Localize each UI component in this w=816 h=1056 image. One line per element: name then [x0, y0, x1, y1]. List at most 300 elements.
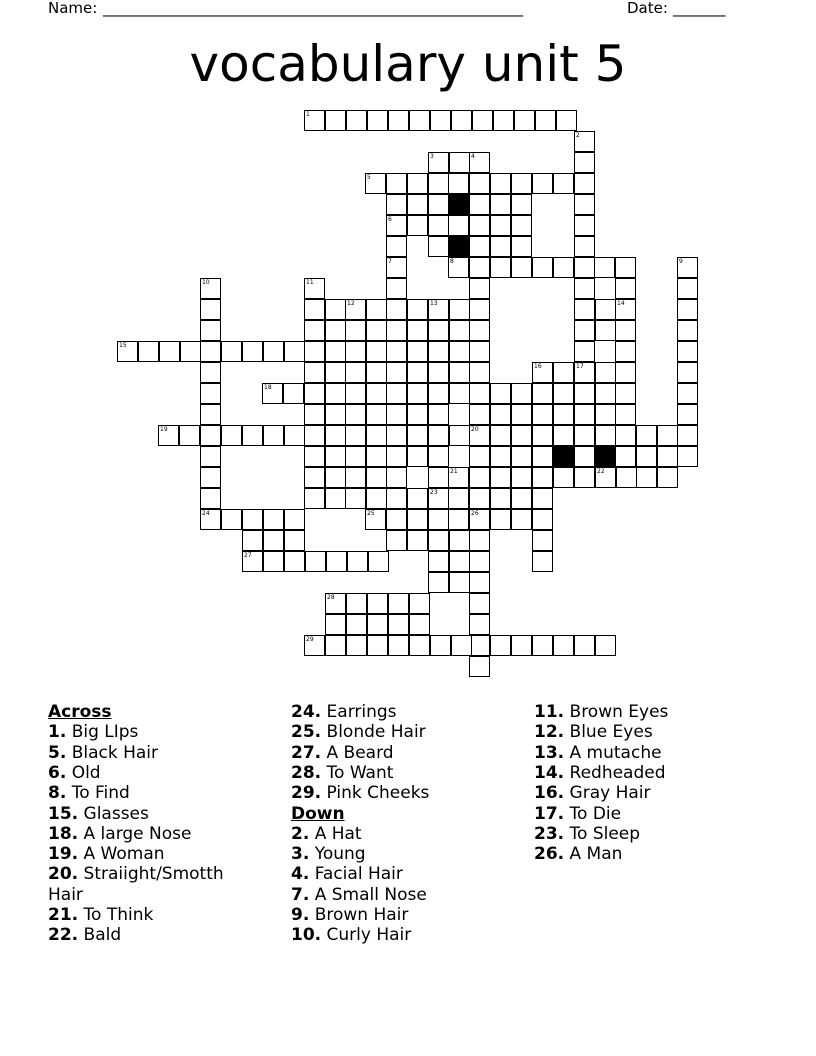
grid-cell[interactable]: [200, 383, 221, 404]
grid-cell[interactable]: [345, 488, 366, 509]
grid-cell[interactable]: [326, 551, 347, 572]
grid-cell[interactable]: [365, 509, 386, 530]
grid-cell[interactable]: [469, 656, 490, 677]
grid-cell[interactable]: [304, 341, 325, 362]
grid-cell[interactable]: [490, 425, 511, 446]
grid-cell[interactable]: [345, 299, 366, 320]
grid-cell[interactable]: [677, 299, 698, 320]
grid-cell[interactable]: [574, 131, 595, 152]
grid-cell[interactable]: [469, 341, 490, 362]
grid-cell[interactable]: [574, 635, 595, 656]
grid-cell[interactable]: [428, 299, 449, 320]
grid-cell[interactable]: [386, 509, 407, 530]
grid-cell[interactable]: [263, 530, 284, 551]
grid-cell[interactable]: [388, 635, 409, 656]
grid-cell[interactable]: [430, 635, 451, 656]
grid-cell[interactable]: [657, 467, 678, 488]
grid-cell[interactable]: [284, 341, 305, 362]
grid-cell[interactable]: [469, 383, 490, 404]
grid-cell[interactable]: [407, 215, 428, 236]
grid-cell[interactable]: [615, 341, 636, 362]
grid-cell[interactable]: [532, 404, 553, 425]
grid-cell[interactable]: [469, 236, 490, 257]
grid-cell[interactable]: [325, 341, 346, 362]
grid-cell[interactable]: [490, 173, 511, 194]
grid-cell[interactable]: [409, 614, 430, 635]
grid-cell[interactable]: [490, 236, 511, 257]
grid-cell[interactable]: [200, 467, 221, 488]
grid-cell[interactable]: [532, 530, 553, 551]
grid-cell[interactable]: [242, 551, 263, 572]
grid-cell[interactable]: [469, 446, 490, 467]
grid-cell[interactable]: [511, 425, 532, 446]
grid-cell[interactable]: [428, 488, 449, 509]
grid-cell[interactable]: [200, 362, 221, 383]
name-field[interactable]: ________________________________________________________: [103, 0, 523, 17]
grid-cell[interactable]: [263, 509, 284, 530]
grid-cell[interactable]: [367, 614, 388, 635]
grid-cell[interactable]: [366, 320, 387, 341]
grid-cell[interactable]: [469, 152, 490, 173]
grid-cell[interactable]: [574, 257, 595, 278]
grid-cell[interactable]: [409, 593, 430, 614]
grid-cell[interactable]: [284, 530, 305, 551]
grid-cell[interactable]: [532, 173, 553, 194]
grid-cell[interactable]: [409, 110, 430, 131]
grid-cell[interactable]: [345, 404, 366, 425]
grid-cell[interactable]: [511, 257, 532, 278]
grid-cell[interactable]: [574, 467, 595, 488]
grid-cell[interactable]: [553, 383, 574, 404]
grid-cell[interactable]: [242, 425, 263, 446]
grid-cell[interactable]: [345, 362, 366, 383]
grid-cell[interactable]: [367, 635, 388, 656]
grid-cell[interactable]: [615, 320, 636, 341]
grid-cell[interactable]: [386, 362, 407, 383]
grid-cell[interactable]: [511, 635, 532, 656]
grid-cell[interactable]: [386, 488, 407, 509]
grid-cell[interactable]: [556, 110, 577, 131]
grid-cell[interactable]: [242, 509, 263, 530]
grid-cell[interactable]: [595, 425, 616, 446]
grid-cell[interactable]: [407, 194, 428, 215]
grid-cell[interactable]: [386, 236, 407, 257]
grid-cell[interactable]: [574, 362, 595, 383]
grid-cell[interactable]: [574, 404, 595, 425]
grid-cell[interactable]: [200, 341, 221, 362]
grid-cell[interactable]: [448, 215, 469, 236]
grid-cell[interactable]: [386, 194, 407, 215]
grid-cell[interactable]: [574, 152, 595, 173]
grid-cell[interactable]: [407, 446, 428, 467]
grid-cell[interactable]: [304, 425, 325, 446]
grid-cell[interactable]: [325, 446, 346, 467]
grid-cell[interactable]: [407, 173, 428, 194]
grid-cell[interactable]: [325, 635, 346, 656]
grid-cell[interactable]: [469, 257, 490, 278]
grid-cell[interactable]: [428, 425, 449, 446]
grid-cell[interactable]: [449, 299, 470, 320]
grid-cell[interactable]: [448, 173, 469, 194]
grid-cell[interactable]: [117, 341, 138, 362]
grid-cell[interactable]: [345, 341, 366, 362]
grid-cell[interactable]: [449, 341, 470, 362]
grid-cell[interactable]: [574, 446, 595, 467]
grid-cell[interactable]: [409, 635, 430, 656]
grid-cell[interactable]: [304, 383, 325, 404]
grid-cell[interactable]: [346, 593, 367, 614]
grid-cell[interactable]: [200, 446, 221, 467]
grid-cell[interactable]: [304, 446, 325, 467]
grid-cell[interactable]: [490, 257, 511, 278]
grid-cell[interactable]: [511, 488, 532, 509]
grid-cell[interactable]: [386, 383, 407, 404]
grid-cell[interactable]: [574, 299, 595, 320]
grid-cell[interactable]: [636, 446, 657, 467]
grid-cell[interactable]: [553, 635, 574, 656]
grid-cell[interactable]: [574, 236, 595, 257]
grid-cell[interactable]: [386, 467, 407, 488]
grid-cell[interactable]: [532, 446, 553, 467]
grid-cell[interactable]: [553, 362, 574, 383]
grid-cell[interactable]: [677, 320, 698, 341]
grid-cell[interactable]: [386, 173, 407, 194]
grid-cell[interactable]: [511, 215, 532, 236]
grid-cell[interactable]: [388, 110, 409, 131]
grid-cell[interactable]: [325, 299, 346, 320]
grid-cell[interactable]: [511, 446, 532, 467]
grid-cell[interactable]: [615, 362, 636, 383]
grid-cell[interactable]: [388, 614, 409, 635]
grid-cell[interactable]: [490, 467, 511, 488]
grid-cell[interactable]: [386, 404, 407, 425]
grid-cell[interactable]: [407, 299, 428, 320]
grid-cell[interactable]: [366, 446, 387, 467]
grid-cell[interactable]: [428, 236, 449, 257]
grid-cell[interactable]: [305, 551, 326, 572]
grid-cell[interactable]: [366, 299, 387, 320]
grid-cell[interactable]: [325, 110, 346, 131]
grid-cell[interactable]: [490, 509, 511, 530]
grid-cell[interactable]: [532, 362, 553, 383]
grid-cell[interactable]: [304, 635, 325, 656]
grid-cell[interactable]: [283, 383, 304, 404]
grid-cell[interactable]: [368, 551, 389, 572]
grid-cell[interactable]: [469, 467, 490, 488]
grid-cell[interactable]: [469, 320, 490, 341]
grid-cell[interactable]: [595, 404, 616, 425]
grid-cell[interactable]: [469, 425, 490, 446]
grid-cell[interactable]: [469, 278, 490, 299]
grid-cell[interactable]: [325, 362, 346, 383]
grid-cell[interactable]: [615, 446, 636, 467]
grid-cell[interactable]: [535, 110, 556, 131]
grid-cell[interactable]: [532, 635, 553, 656]
grid-cell[interactable]: [595, 362, 616, 383]
grid-cell[interactable]: [595, 383, 616, 404]
grid-cell[interactable]: [180, 341, 201, 362]
grid-cell[interactable]: [469, 362, 490, 383]
grid-cell[interactable]: [615, 278, 636, 299]
grid-cell[interactable]: [366, 488, 387, 509]
grid-cell[interactable]: [574, 278, 595, 299]
grid-cell[interactable]: [469, 194, 490, 215]
grid-cell[interactable]: [532, 383, 553, 404]
grid-cell[interactable]: [200, 425, 221, 446]
grid-cell[interactable]: [430, 110, 451, 131]
grid-cell[interactable]: [138, 341, 159, 362]
grid-cell[interactable]: [469, 530, 490, 551]
grid-cell[interactable]: [677, 362, 698, 383]
grid-cell[interactable]: [574, 194, 595, 215]
grid-cell[interactable]: [284, 551, 305, 572]
grid-cell[interactable]: [511, 236, 532, 257]
grid-cell[interactable]: [472, 110, 493, 131]
grid-cell[interactable]: [325, 425, 346, 446]
grid-cell[interactable]: [574, 383, 595, 404]
grid-cell[interactable]: [532, 551, 553, 572]
grid-cell[interactable]: [469, 299, 490, 320]
grid-cell[interactable]: [449, 362, 470, 383]
grid-cell[interactable]: [532, 467, 553, 488]
grid-cell[interactable]: [221, 341, 242, 362]
grid-cell[interactable]: [388, 593, 409, 614]
grid-cell[interactable]: [325, 614, 346, 635]
grid-cell[interactable]: [490, 635, 511, 656]
grid-cell[interactable]: [284, 509, 305, 530]
grid-cell[interactable]: [448, 467, 469, 488]
grid-cell[interactable]: [677, 446, 698, 467]
grid-cell[interactable]: [304, 404, 325, 425]
grid-cell[interactable]: [386, 299, 407, 320]
grid-cell[interactable]: [345, 383, 366, 404]
grid-cell[interactable]: [490, 194, 511, 215]
grid-cell[interactable]: [263, 551, 284, 572]
grid-cell[interactable]: [304, 320, 325, 341]
grid-cell[interactable]: [469, 488, 490, 509]
grid-cell[interactable]: [386, 320, 407, 341]
grid-cell[interactable]: [386, 446, 407, 467]
grid-cell[interactable]: [428, 362, 449, 383]
grid-cell[interactable]: [386, 215, 407, 236]
grid-cell[interactable]: [490, 215, 511, 236]
grid-cell[interactable]: [449, 530, 470, 551]
grid-cell[interactable]: [514, 110, 535, 131]
grid-cell[interactable]: [574, 173, 595, 194]
grid-cell[interactable]: [428, 341, 449, 362]
grid-cell[interactable]: [325, 488, 346, 509]
grid-cell[interactable]: [386, 341, 407, 362]
grid-cell[interactable]: [448, 257, 469, 278]
grid-cell[interactable]: [262, 383, 283, 404]
grid-cell[interactable]: [469, 404, 490, 425]
grid-cell[interactable]: [451, 110, 472, 131]
grid-cell[interactable]: [407, 425, 428, 446]
grid-cell[interactable]: [367, 110, 388, 131]
grid-cell[interactable]: [449, 320, 470, 341]
grid-cell[interactable]: [407, 509, 428, 530]
grid-cell[interactable]: [511, 509, 532, 530]
grid-cell[interactable]: [325, 404, 346, 425]
grid-cell[interactable]: [200, 299, 221, 320]
grid-cell[interactable]: [304, 488, 325, 509]
grid-cell[interactable]: [407, 383, 428, 404]
grid-cell[interactable]: [325, 320, 346, 341]
grid-cell[interactable]: [366, 341, 387, 362]
grid-cell[interactable]: [407, 320, 428, 341]
grid-cell[interactable]: [428, 320, 449, 341]
grid-cell[interactable]: [469, 215, 490, 236]
grid-cell[interactable]: [325, 593, 346, 614]
grid-cell[interactable]: [304, 110, 325, 131]
grid-cell[interactable]: [511, 467, 532, 488]
grid-cell[interactable]: [386, 278, 407, 299]
grid-cell[interactable]: [428, 215, 449, 236]
grid-cell[interactable]: [511, 383, 532, 404]
grid-cell[interactable]: [677, 383, 698, 404]
grid-cell[interactable]: [594, 257, 615, 278]
grid-cell[interactable]: [366, 383, 387, 404]
grid-cell[interactable]: [677, 404, 698, 425]
grid-cell[interactable]: [511, 194, 532, 215]
grid-cell[interactable]: [677, 257, 698, 278]
grid-cell[interactable]: [657, 425, 678, 446]
grid-cell[interactable]: [677, 425, 698, 446]
grid-cell[interactable]: [366, 467, 387, 488]
grid-cell[interactable]: [428, 530, 449, 551]
grid-cell[interactable]: [677, 341, 698, 362]
grid-cell[interactable]: [158, 425, 179, 446]
grid-cell[interactable]: [532, 257, 553, 278]
grid-cell[interactable]: [159, 341, 180, 362]
grid-cell[interactable]: [490, 383, 511, 404]
grid-cell[interactable]: [553, 173, 574, 194]
grid-cell[interactable]: [511, 173, 532, 194]
grid-cell[interactable]: [365, 173, 386, 194]
grid-cell[interactable]: [595, 299, 616, 320]
grid-cell[interactable]: [449, 572, 470, 593]
grid-cell[interactable]: [345, 425, 366, 446]
grid-cell[interactable]: [428, 173, 449, 194]
grid-cell[interactable]: [532, 509, 553, 530]
grid-cell[interactable]: [615, 257, 636, 278]
grid-cell[interactable]: [366, 425, 387, 446]
grid-cell[interactable]: [346, 110, 367, 131]
grid-cell[interactable]: [615, 299, 636, 320]
grid-cell[interactable]: [200, 509, 221, 530]
grid-cell[interactable]: [386, 425, 407, 446]
grid-cell[interactable]: [448, 488, 469, 509]
grid-cell[interactable]: [449, 425, 470, 446]
grid-cell[interactable]: [636, 425, 657, 446]
grid-cell[interactable]: [511, 404, 532, 425]
grid-cell[interactable]: [574, 320, 595, 341]
grid-cell[interactable]: [284, 425, 305, 446]
grid-cell[interactable]: [553, 404, 574, 425]
grid-cell[interactable]: [574, 341, 595, 362]
date-field[interactable]: _______: [673, 0, 726, 17]
grid-cell[interactable]: [366, 362, 387, 383]
grid-cell[interactable]: [304, 299, 325, 320]
grid-cell[interactable]: [428, 509, 449, 530]
grid-cell[interactable]: [325, 467, 346, 488]
grid-cell[interactable]: [263, 341, 284, 362]
grid-cell[interactable]: [428, 467, 449, 488]
grid-cell[interactable]: [242, 530, 263, 551]
grid-cell[interactable]: [407, 404, 428, 425]
grid-cell[interactable]: [200, 320, 221, 341]
grid-cell[interactable]: [263, 425, 284, 446]
grid-cell[interactable]: [345, 320, 366, 341]
grid-cell[interactable]: [469, 551, 490, 572]
grid-cell[interactable]: [428, 551, 449, 572]
grid-cell[interactable]: [616, 467, 637, 488]
grid-cell[interactable]: [449, 551, 470, 572]
grid-cell[interactable]: [200, 404, 221, 425]
grid-cell[interactable]: [493, 110, 514, 131]
grid-cell[interactable]: [386, 530, 407, 551]
grid-cell[interactable]: [304, 278, 325, 299]
grid-cell[interactable]: [451, 635, 472, 656]
grid-cell[interactable]: [553, 425, 574, 446]
grid-cell[interactable]: [428, 404, 449, 425]
grid-cell[interactable]: [407, 530, 428, 551]
grid-cell[interactable]: [428, 446, 449, 467]
grid-cell[interactable]: [615, 404, 636, 425]
grid-cell[interactable]: [615, 425, 636, 446]
grid-cell[interactable]: [448, 509, 469, 530]
grid-cell[interactable]: [325, 383, 346, 404]
grid-cell[interactable]: [200, 488, 221, 509]
grid-cell[interactable]: [407, 362, 428, 383]
grid-cell[interactable]: [657, 446, 678, 467]
grid-cell[interactable]: [469, 635, 490, 656]
grid-cell[interactable]: [346, 614, 367, 635]
grid-cell[interactable]: [595, 467, 616, 488]
grid-cell[interactable]: [636, 467, 657, 488]
grid-cell[interactable]: [367, 593, 388, 614]
grid-cell[interactable]: [449, 383, 470, 404]
grid-cell[interactable]: [407, 488, 428, 509]
grid-cell[interactable]: [595, 635, 616, 656]
grid-cell[interactable]: [428, 152, 449, 173]
grid-cell[interactable]: [469, 572, 490, 593]
grid-cell[interactable]: [677, 278, 698, 299]
grid-cell[interactable]: [345, 446, 366, 467]
grid-cell[interactable]: [386, 257, 407, 278]
grid-cell[interactable]: [428, 572, 449, 593]
grid-cell[interactable]: [179, 425, 200, 446]
grid-cell[interactable]: [200, 278, 221, 299]
grid-cell[interactable]: [346, 635, 367, 656]
grid-cell[interactable]: [574, 425, 595, 446]
grid-cell[interactable]: [469, 173, 490, 194]
grid-cell[interactable]: [469, 593, 490, 614]
grid-cell[interactable]: [532, 488, 553, 509]
grid-cell[interactable]: [221, 425, 242, 446]
grid-cell[interactable]: [469, 509, 490, 530]
grid-cell[interactable]: [469, 614, 490, 635]
grid-cell[interactable]: [615, 383, 636, 404]
grid-cell[interactable]: [428, 383, 449, 404]
grid-cell[interactable]: [304, 362, 325, 383]
grid-cell[interactable]: [574, 215, 595, 236]
grid-cell[interactable]: [595, 320, 616, 341]
grid-cell[interactable]: [553, 257, 574, 278]
grid-cell[interactable]: [347, 551, 368, 572]
grid-cell[interactable]: [553, 467, 574, 488]
grid-cell[interactable]: [407, 341, 428, 362]
